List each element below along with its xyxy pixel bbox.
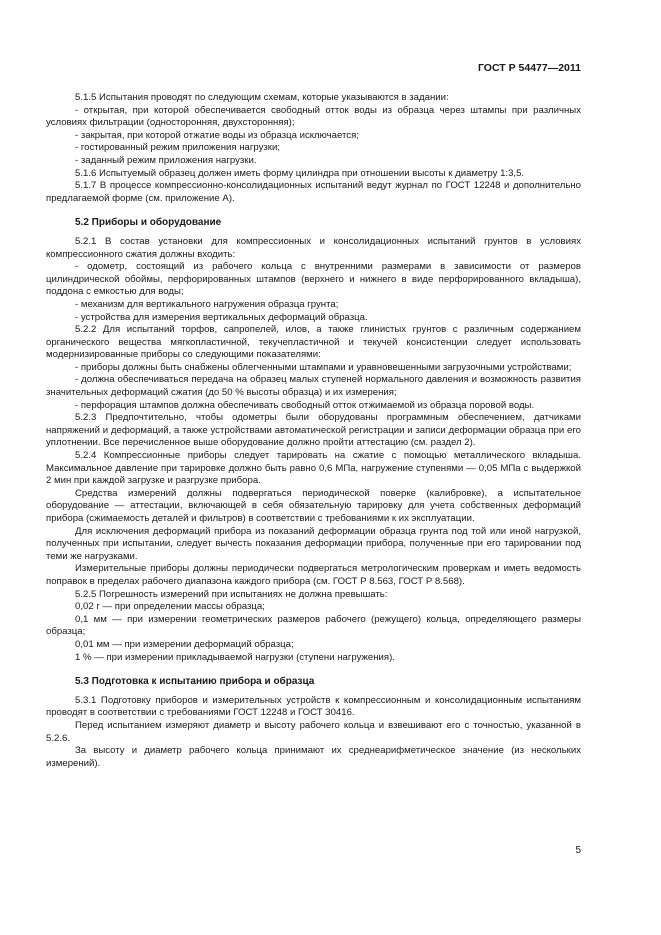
paragraph: 5.1.5 Испытания проводят по следующим схемам, которые указываются в задании: — [75, 92, 449, 103]
list-item: - заданный режим приложения нагрузки. — [75, 154, 257, 166]
list-item: - устройства для измерения вертикальных деформаций образца. — [75, 311, 368, 323]
list-item: - перфорация штампов должна обеспечивать свободный отток отжимаемой из образца поровой воды. — [75, 399, 535, 411]
page-number: 5 — [575, 845, 581, 856]
paragraph: 5.2.3 Предпочтительно, чтобы одометры были оборудованы программным обеспечением, датчиками напряжений и деформаций, а также устройствами автоматической регистрации и записи деформации образца при его уплотнении. Все перечисленное выше оборудование должно пройти аттестацию (см. раздел 2). — [46, 412, 581, 449]
paragraph: 5.2.5 Погрешность измерений при испытаниях не должна превышать: — [75, 588, 388, 600]
paragraph: Для исключения деформаций прибора из показаний деформации образца грунта под той или иной нагрузкой, полученных при испытании, следует вычесть показания деформации прибора, полученные при его тарировании под теми же нагрузками. — [46, 525, 581, 562]
paragraph: Перед испытанием измеряют диаметр и высоту рабочего кольца и взвешивают его с точностью, указанной в 5.2.6. — [46, 719, 581, 744]
section-heading: 5.2 Приборы и оборудование — [75, 217, 222, 229]
paragraph: Средства измерений должны подвергаться периодической поверке (калибровке), а испытательное оборудование — аттестации, включающей в себя обязательную тарировку для учета собственных деформаций прибора (сжимаемость деталей и фильтров) в соответствии с требованиями к их эксплуатации. — [46, 487, 581, 524]
paragraph: 5.1.6 Испытуемый образец должен иметь форму цилиндра при отношении высоты к диаметру 1:3,5. — [75, 167, 525, 179]
paragraph: 5.3.1 Подготовку приборов и измерительных устройств к компрессионным и консолидационным испытаниям проводят в соответствии с требованиями ГОСТ 12248 и ГОСТ 30416. — [46, 694, 581, 719]
list-item: - закрытая, при которой отжатие воды из образца исключается; — [75, 129, 359, 141]
list-item: - должна обеспечиваться передача на образец малых ступеней нормального давления и возможность развития значительных деформаций сжатия (до 50 % высоты образца) и их измерения; — [46, 374, 581, 399]
list-item: - гостированный режим приложения нагрузки; — [75, 142, 281, 154]
list-item: - механизм для вертикального нагружения образца грунта; — [75, 298, 339, 310]
list-item: 0,01 мм — при измерении деформаций образца; — [75, 638, 294, 650]
list-item: 1 % — при измерении прикладываемой нагрузки (ступени нагружения). — [75, 651, 395, 663]
paragraph: 5.2.4 Компрессионные приборы следует тарировать на сжатие с помощью металлического вкладыша. Максимальное давление при тарировке должно быть равно 0,6 МПа, нагружение ступенями — 0,05 МПа с выдержкой 2 мин при каждой загрузке и разгрузке прибора. — [46, 450, 581, 487]
section-heading: 5.3 Подготовка к испытанию прибора и образца — [75, 676, 315, 688]
list-item: - приборы должны быть снабжены облегченными штампами и уравновешенными загрузочными устройствами; — [75, 361, 572, 373]
list-item: - одометр, состоящий из рабочего кольца с внутренними размерами в зависимости от размеров цилиндрической обоймы, перфорированных штампов (верхнего и нижнего в виде перфорированного вкладыша), поддона с емкостью для воды; — [46, 261, 581, 298]
paragraph: 5.1.7 В процессе компрессионно-консолидационных испытаний ведут журнал по ГОСТ 12248 и дополнительно предлагаемой форме (см. приложение А). — [46, 180, 581, 204]
document-header: ГОСТ Р 54477—2011 — [477, 62, 581, 74]
list-item: 0,02 г — при определении массы образца; — [75, 601, 265, 613]
list-item: - открытая, при которой обеспечивается свободный отток воды из образца через штампы при различных условиях фильтрации (односторонняя, двухсторонняя); — [46, 104, 581, 129]
paragraph: 5.2.2 Для испытаний торфов, сапропелей, илов, а также глинистых грунтов с различным содержанием органического вещества мягкопластичной, текучепластичной и текучей консистенции следует использовать модернизированные приборы со следующими показателями: — [46, 324, 581, 361]
document-body — [46, 92, 581, 770]
paragraph: Измерительные приборы должны периодически подвергаться метрологическим проверкам и иметь ведомость поправок в пределах рабочего диапазона каждого прибора (см. ГОСТ Р 8.563, ГОСТ Р 8.568). — [46, 563, 581, 587]
paragraph: 5.2.1 В состав установки для компрессионных и консолидационных испытаний грунтов в условиях компрессионного сжатия должны входить: — [46, 235, 581, 260]
paragraph: За высоту и диаметр рабочего кольца принимают их среднеарифметическое значение (из нескольких измерений). — [46, 745, 581, 769]
list-item: 0,1 мм — при измерении геометрических размеров рабочего (режущего) кольца, определяющего размеры образца; — [46, 613, 581, 638]
